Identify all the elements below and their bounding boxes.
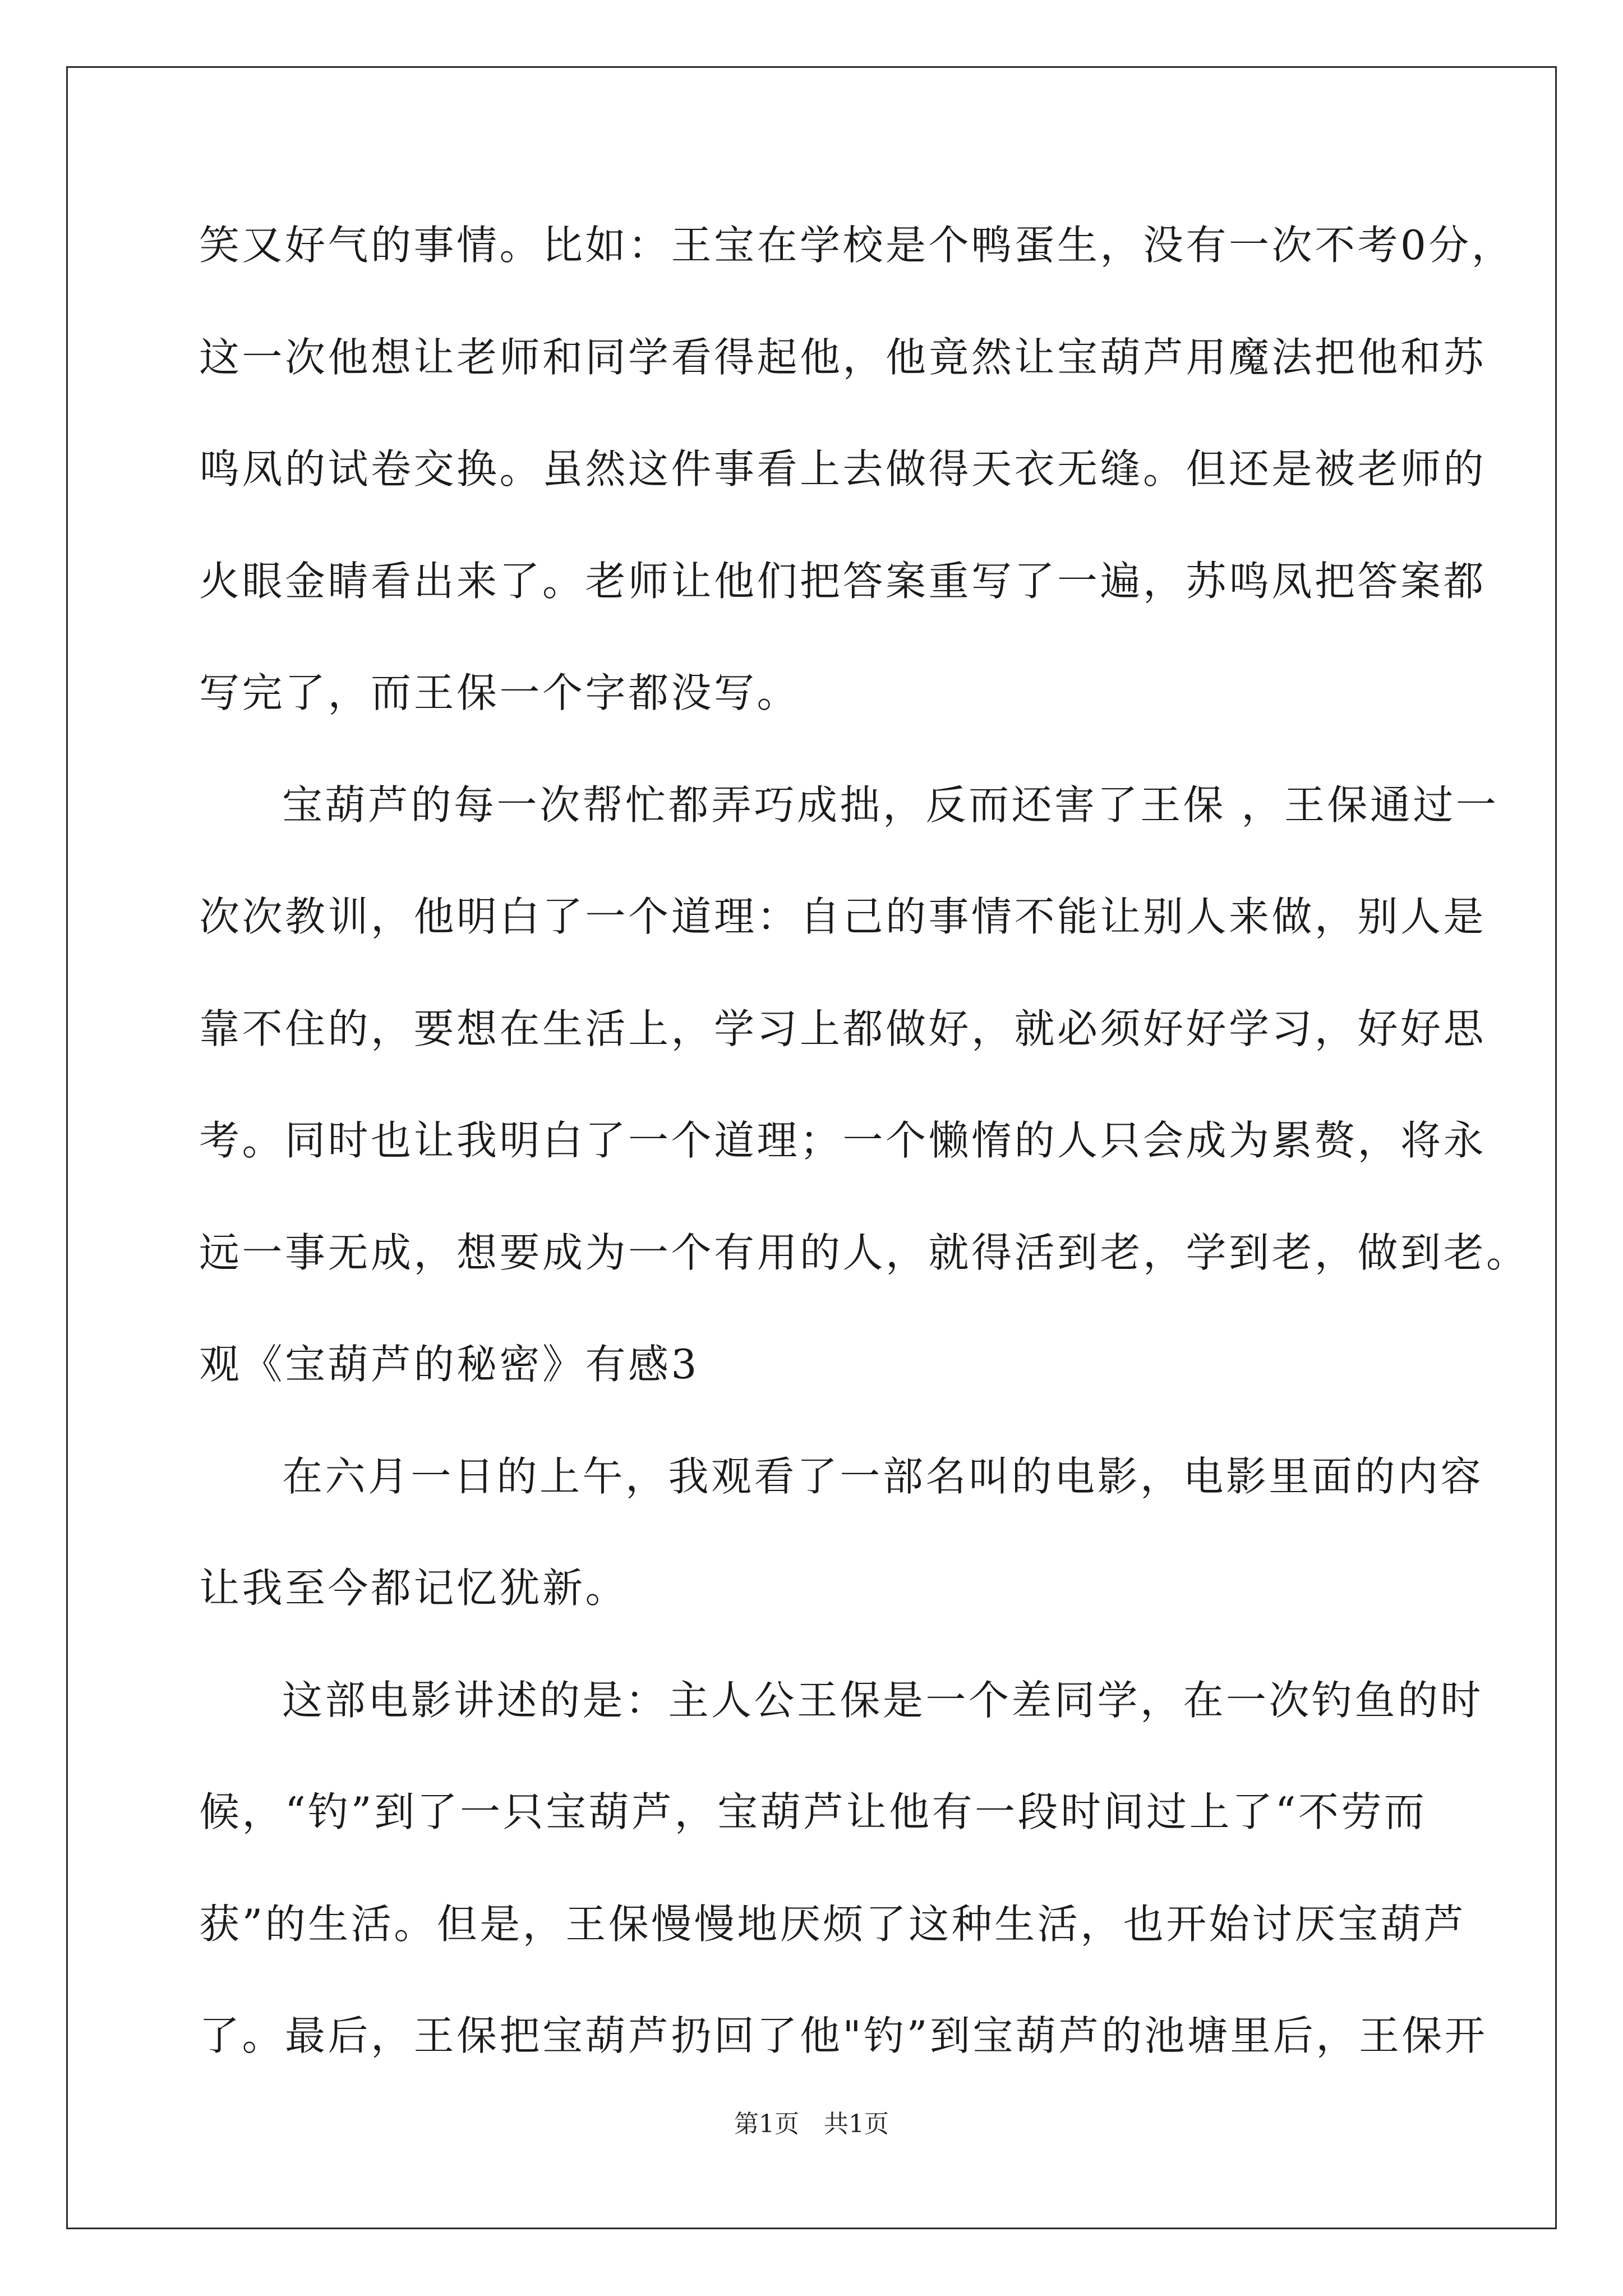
- document-body: [199, 190, 1529, 2092]
- text-line: 次次教训，他明白了一个道理：自己的事情不能让别人来做，别人是: [199, 893, 1487, 940]
- text-line: 让我至今都记忆犹新。: [199, 1565, 629, 1612]
- text-line: 这一次他想让老师和同学看得起他，他竟然让宝葫芦用魔法把他和苏: [199, 333, 1487, 381]
- section-heading: 观《宝葫芦的秘密》有感3: [199, 1341, 699, 1388]
- text-line: 鸣凤的试卷交换。虽然这件事看上去做得天衣无缝。但还是被老师的: [199, 445, 1487, 493]
- paragraph-start-line: 在六月一日的上午，我观看了一部名叫的电影，电影里面的内容: [282, 1452, 1484, 1500]
- text-line: 笑又好气的事情。比如：王宝在学校是个鸭蛋生，没有一次不考0分，: [199, 222, 1515, 269]
- page-footer: 第1页 共1页: [734, 2110, 889, 2138]
- text-line: 写完了，而王保一个字都没写。: [199, 669, 800, 716]
- text-line: 远一事无成，想要成为一个有用的人，就得活到老，学到老，做到老。: [199, 1228, 1529, 1276]
- text-line: 考。同时也让我明白了一个道理；一个懒惰的人只会成为累赘，将永: [199, 1117, 1487, 1164]
- paragraph-start-line: 这部电影讲述的是：主人公王保是一个差同学，在一次钓鱼的时: [282, 1676, 1484, 1724]
- paragraph-start-line: 宝葫芦的每一次帮忙都弄巧成拙，反而还害了王保 ，王保通过一: [282, 781, 1499, 829]
- text-line: 火眼金睛看出来了。老师让他们把答案重写了一遍，苏鸣凤把答案都: [199, 557, 1487, 605]
- text-line: 候，“钓”到了一只宝葫芦，宝葫芦让他有一段时间过上了“不劳而: [199, 1788, 1427, 1835]
- text-line: 获”的生活。但是，王保慢慢地厌烦了这种生活，也开始讨厌宝葫芦: [199, 1900, 1467, 1948]
- text-line: 了。最后，王保把宝葫芦扔回了他"钓”到宝葫芦的池塘里后，王保开: [199, 2012, 1488, 2059]
- text-line: 靠不住的，要想在生活上，学习上都做好，就必须好好学习，好好思: [199, 1005, 1487, 1052]
